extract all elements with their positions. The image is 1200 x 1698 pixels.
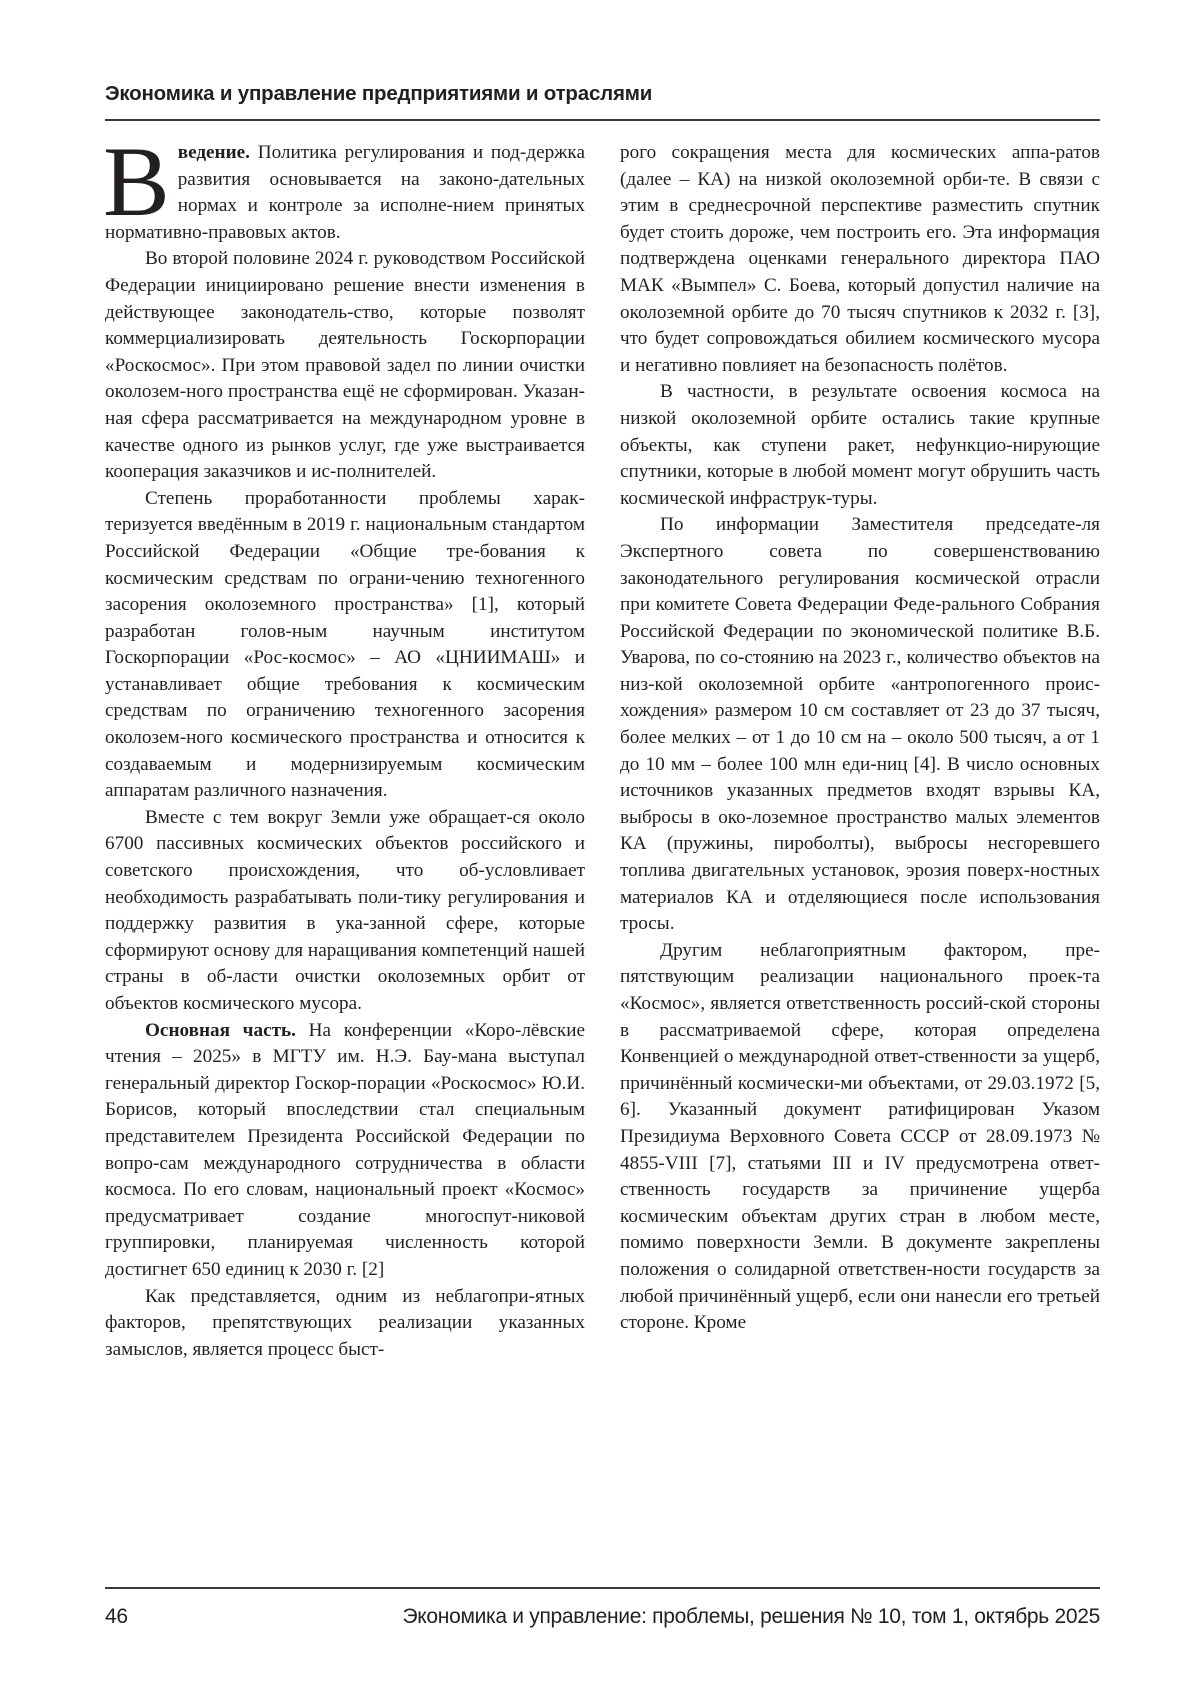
- continued-paragraph: рого сокращения места для космических аппа-ратов (далее – КА) на низкой околоземной орби-те. В связи с этим в среднесрочной перспективе разместить спутник будет стоить дороже, чем построить его. Эта информация подтверждена оценками генерального директора ПАО МАК «Вымпел» С. Боева, который допустил наличие на околоземной орбите до 70 тысяч спутников к 2032 г. [3], что будет сопровождаться обилием космического мусора и негативно повлияет на безопасность полётов.: [620, 142, 1100, 376]
- footer-rule: [105, 1587, 1100, 1589]
- left-column: [103, 126, 585, 1363]
- page-number: 46: [105, 1605, 128, 1628]
- journal-citation: Экономика и управление: проблемы, решения № 10, том 1, октябрь 2025: [402, 1605, 1100, 1628]
- page-footer: [105, 1605, 1100, 1629]
- main-part-heading: Основная часть.: [145, 1019, 296, 1041]
- body-paragraph: Вместе с тем вокруг Земли уже обращает-ся около 6700 пассивных космических объектов российского и советского происхождения, что об-условливает необходимость разрабатывать поли-тику регулирования и поддержку развития в ука-занной сфере, которые сформируют основу для наращивания компетенций нашей страны в об-ласти очистки околоземных орбит от объектов космического мусора.: [105, 806, 585, 1014]
- intro-paragraph: [103, 126, 585, 246]
- dropcap-letter: В: [103, 126, 170, 237]
- body-paragraph: По информации Заместителя председате-ля Экспертного совета по совершенствованию законодательного регулирования космической отрасли при комитете Совета Федерации Феде-рального Собрания Российской Федерации по экономической политике В.Б. Уварова, по со-стоянию на 2023 г., количество объектов на низ-кой околоземной орбите «антропогенного проис-хождения» размером 10 см составляет от 23 до 37 тысяч, более мелких – от 1 до 10 см на – около 500 тысяч, а от 1 до 10 мм – более 100 млн еди-ниц [4]. В число основных источников указанных предметов входят взрывы КА, выбросы в око-лоземное пространство малых элементов КА (пружины, пироболты), выбросы несгоревшего топлива двигательных установок, эрозия поверх-ностных материалов КА и отделяющиеся после использования тросы.: [620, 514, 1100, 935]
- running-head-section-title: Экономика и управление предприятиями и отраслями: [105, 82, 653, 105]
- body-paragraph: Другим неблагоприятным фактором, пре-пятствующим реализации национального проек-та «Космос», является ответственность россий-ской стороны в рассматриваемой сфере, которая определена Конвенцией о международной ответ-ственности за ущерб, причинённый космически-ми объектами, от 29.03.1972 [5, 6]. Указанный документ ратифицирован Указом Президиума Верховного Совета СССР от 28.09.1973 № 4855-VIII [7], статьями III и IV предусмотрена ответ-ственность государств за причинение ущерба космическим объектам других стран в любом месте, помимо поверхности Земли. В документе закреплены положения о солидарной ответствен-ности государств за любой причинённый ущерб, если они нанесли его третьей стороне. Кроме: [620, 939, 1100, 1334]
- body-paragraph: В частности, в результате освоения космоса на низкой околоземной орбите остались такие крупные объекты, как ступени ракет, нефункцио-нирующие спутники, которые в любой момент могут обрушить часть космической инфраструк-туры.: [620, 381, 1100, 509]
- body-paragraph: Степень проработанности проблемы харак-теризуется введённым в 2019 г. национальным стандартом Российской Федерации «Общие тре-бования к космическим средствам по ограни-чению техногенного засорения околоземного пространства» [1], который разработан голов-ным научным институтом Госкорпорации «Рос-космос» – АО «ЦНИИМАШ» и устанавливает общие требования к космическим средствам по ограничению техногенного засорения околозем-ного космического пространства и относится к создаваемым и модернизируемым космическим аппаратам различного назначения.: [105, 487, 585, 802]
- main-part-text: На конференции «Коро-лёвские чтения – 2025» в МГТУ им. Н.Э. Бау-мана выступал генеральный директор Госкор-порации «Роскосмос» Ю.И. Борисов, который впоследствии стал специальным представителем Президента Российской Федерации по вопро-сам международного сотрудничества в области космоса. По его словам, национальный проект «Космос» предусматривает создание многоспут-никовой группировки, планируемая численность которой достигнет 650 единиц к 2030 г. [2]: [105, 1019, 585, 1280]
- right-column: [620, 140, 1100, 1337]
- main-part-paragraph: [105, 1018, 585, 1284]
- body-paragraph: Во второй половине 2024 г. руководством Российской Федерации инициировано решение внести изменения в действующее законодатель-ство, которые позволят коммерциализировать деятельность Госкорпорации «Роскосмос». При этом правовой задел по линии очистки околозем-ного пространства ещё не сформирован. Указан-ная сфера рассматривается на международном уровне в качестве одного из рынков услуг, где уже выстраивается кооперация заказчиков и ис-полнителей.: [105, 248, 585, 483]
- body-paragraph: Как представляется, одним из неблагопри-ятных факторов, препятствующих реализации указанных замыслов, является процесс быст-: [105, 1285, 585, 1360]
- intro-heading: ведение.: [177, 142, 250, 163]
- intro-text: Политика регулирования и под-держка развития основывается на законо-дательных нормах и контроле за исполне-нием принятых нормативно-правовых актов.: [105, 142, 585, 243]
- header-rule: [105, 119, 1100, 121]
